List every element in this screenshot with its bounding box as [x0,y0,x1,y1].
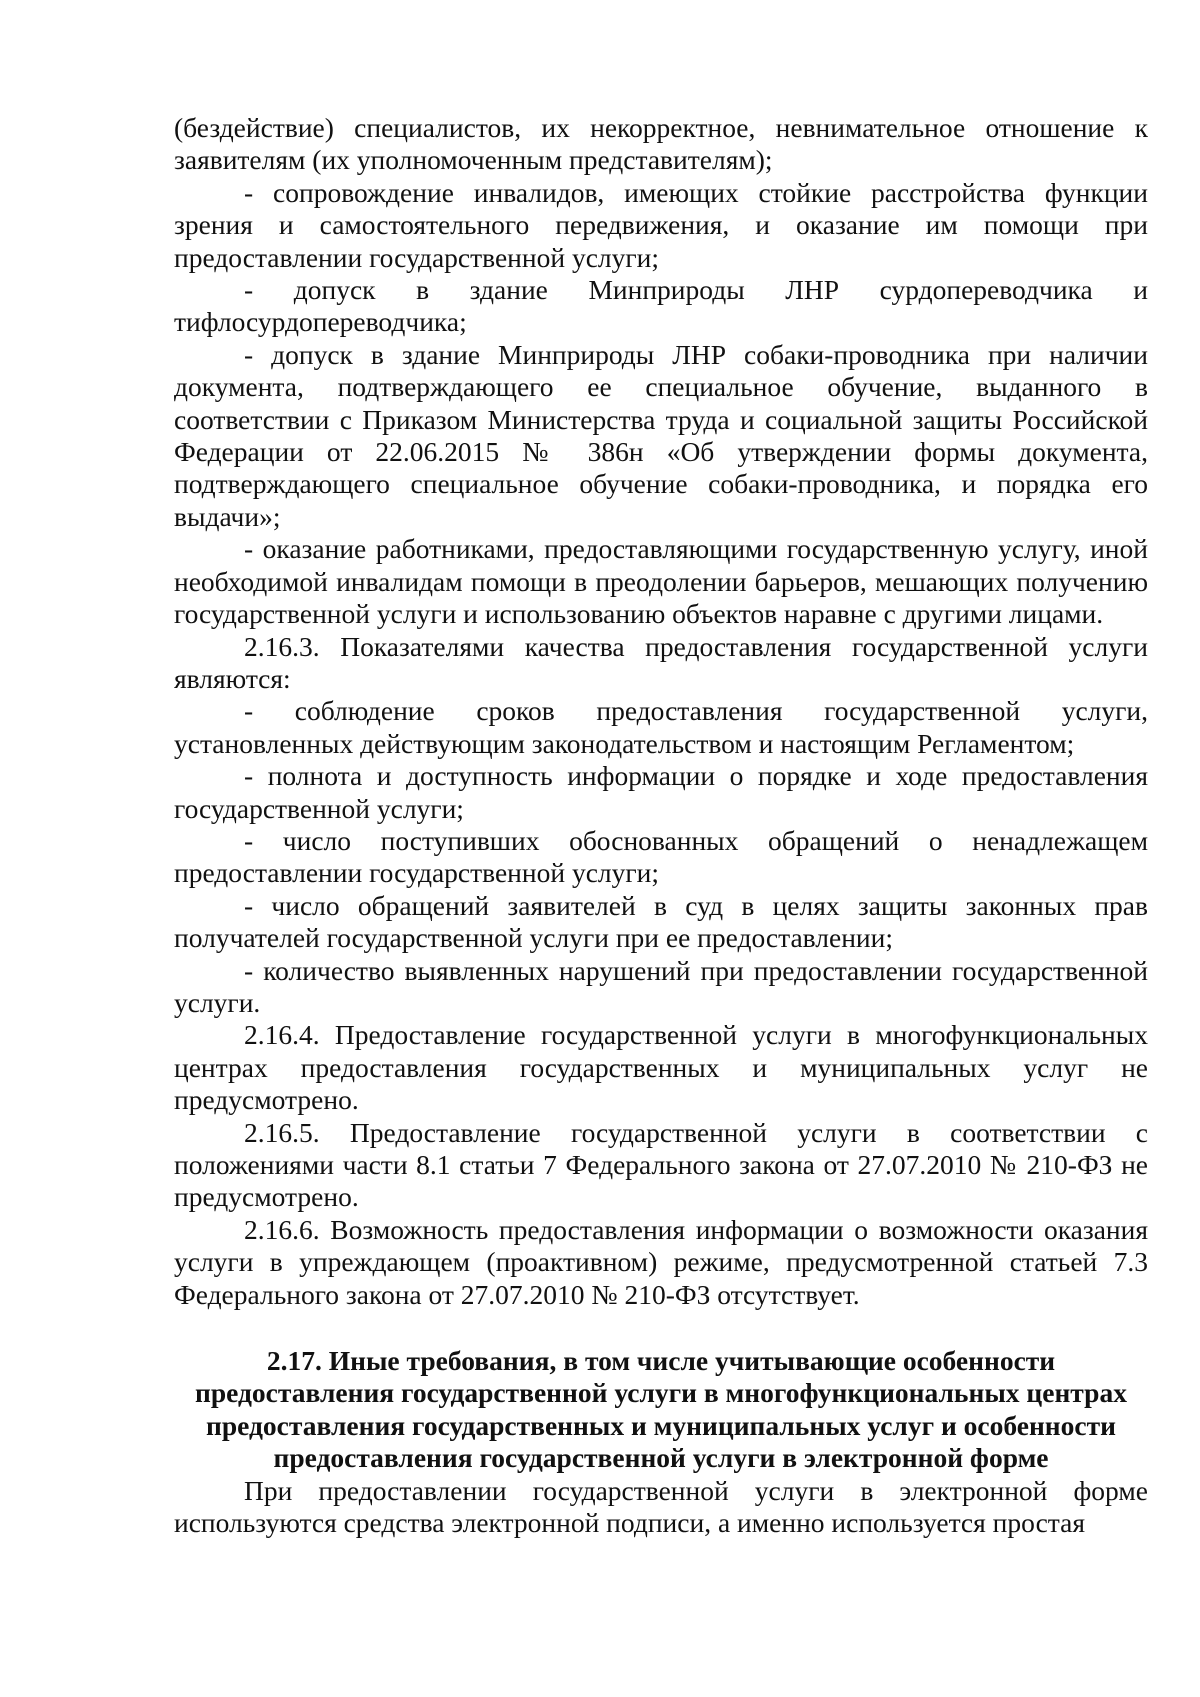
clause-2-16-4: 2.16.4. Предоставление государственной услуги в многофункциональных центрах предоставления государственных и муниципальных услуг не предусмотрено. [174,1019,1148,1116]
clause-2-16-3: 2.16.3. Показателями качества предоставления государственной услуги являются: [174,630,1148,694]
list-item-information: - полнота и доступность информации о порядке и ходе предоставления государственной услуги; [174,760,1148,824]
list-item-guide-dog: - допуск в здание Минприроды ЛНР собаки-проводника при наличии документа, подтверждающего ее специальное обучение, выданного в соответствии с Приказом Министерства труда и социальной защиты Российской Федерации от 22.06.2015 № 386н «Об утверждении формы документа, подтверждающего специальное обучение собаки-проводника, и порядка его выдачи»; [174,338,1148,532]
paragraph-electronic-signature: При предоставлении государственной услуги в электронной форме используются средства электронной подписи, а именно используется простая [174,1474,1148,1539]
list-item-assistance: - оказание работниками, предоставляющими государственную услугу, иной необходимой инвалидам помощи в преодолении барьеров, мешающих получению государственной услуги и использованию объектов наравне с другими лицами. [174,533,1148,630]
clause-2-16-5: 2.16.5. Предоставление государственной услуги в соответствии с положениями части 8.1 статьи 7 Федерального закона от 27.07.2010 № 210-ФЗ не предусмотрено. [174,1116,1148,1213]
section-gap [174,1311,1148,1345]
paragraph-continuation: (бездействие) специалистов, их некорректное, невнимательное отношение к заявителям (их уполномоченным представителям); [174,112,1148,176]
section-heading-2-17: 2.17. Иные требования, в том числе учитывающие особенности предоставления государственной услуги в многофункциональных центрах предоставления государственных и муниципальных услуг и особенности предоставления государственной услуги в электронной форме [195,1345,1127,1474]
list-item-violations: - количество выявленных нарушений при предоставлении государственной услуги. [174,954,1148,1018]
list-item-deadlines: - соблюдение сроков предоставления государственной услуги, установленных действующим законодательством и настоящим Регламентом; [174,695,1148,759]
list-item-sign-interpreter: - допуск в здание Минприроды ЛНР сурдопереводчика и тифлосурдопереводчика; [174,274,1148,338]
clause-2-16-6: 2.16.6. Возможность предоставления информации о возможности оказания услуги в упреждающем (проактивном) режиме, предусмотренной статьей 7.3 Федерального закона от 27.07.2010 № 210-ФЗ отсутствует. [174,1213,1148,1310]
list-item-escort-disabled: - сопровождение инвалидов, имеющих стойкие расстройства функции зрения и самостоятельного передвижения, и оказание им помощи при предоставлении государственной услуги; [174,176,1148,273]
list-item-complaints: - число поступивших обоснованных обращений о ненадлежащем предоставлении государственной услуги; [174,824,1148,889]
list-item-court-appeals: - число обращений заявителей в суд в целях защиты законных прав получателей государственной услуги при ее предоставлении; [174,889,1148,954]
document-body [174,112,1148,1539]
